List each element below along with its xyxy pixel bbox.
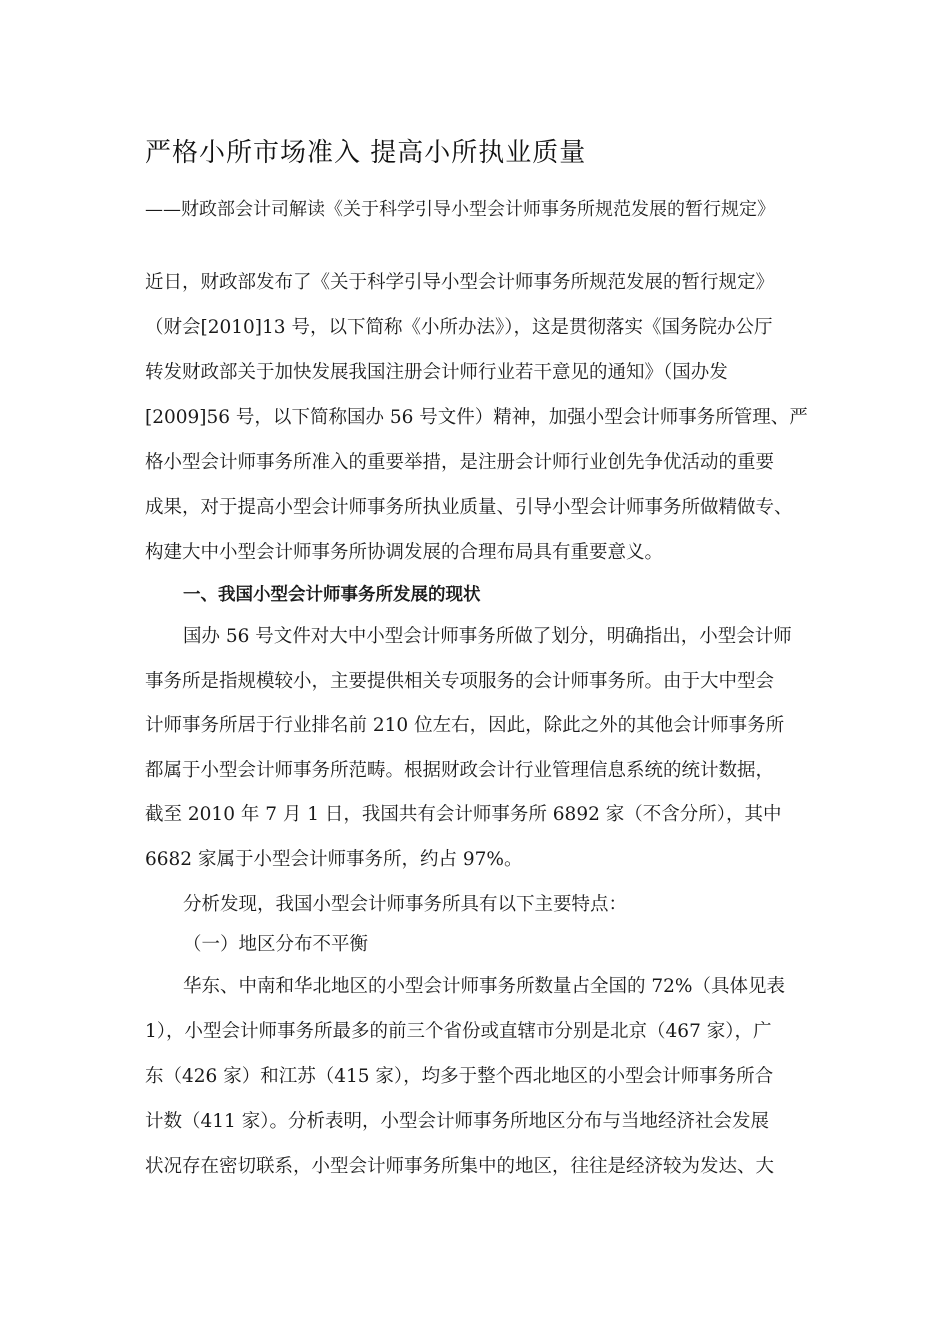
section-line: 6682 家属于小型会计师事务所，约占 97%。 (145, 849, 523, 870)
section-line: 国办 56 号文件对大中小型会计师事务所做了划分，明确指出，小型会计师 (183, 626, 792, 647)
document-subtitle: ——财政部会计司解读《关于科学引导小型会计师事务所规范发展的暂行规定》 (145, 199, 775, 220)
subsection-line: 东（426 家）和江苏（415 家），均多于整个西北地区的小型会计师事务所合 (145, 1066, 774, 1087)
section-line: 都属于小型会计师事务所范畴。根据财政会计行业管理信息系统的统计数据， (145, 760, 775, 781)
subsection-line: 计数（411 家）。分析表明，小型会计师事务所地区分布与当地经济社会发展 (145, 1111, 769, 1132)
intro-line: 转发财政部关于加快发展我国注册会计师行业若干意见的通知》（国办发 (145, 362, 728, 383)
section-heading: 一、我国小型会计师事务所发展的现状 (183, 585, 481, 605)
section-line: 截至 2010 年 7 月 1 日，我国共有会计师事务所 6892 家（不含分所），其中 (145, 804, 782, 825)
subheading: （一）地区分布不平衡 (183, 934, 369, 955)
intro-line: 构建大中小型会计师事务所协调发展的合理布局具有重要意义。 (145, 542, 664, 563)
intro-line: 格小型会计师事务所准入的重要举措，是注册会计师行业创先争优活动的重要 (145, 452, 775, 473)
document-title: 严格小所市场准入 提高小所执业质量 (145, 138, 587, 168)
intro-line: （财会[2010]13 号，以下简称《小所办法》），这是贯彻落实《国务院办公厅 (145, 317, 773, 338)
subsection-line: 华东、中南和华北地区的小型会计师事务所数量占全国的 72%（具体见表 (183, 976, 786, 997)
subsection-line: 状况存在密切联系，小型会计师事务所集中的地区，往往是经济较为发达、大 (145, 1156, 775, 1177)
intro-line: 近日，财政部发布了《关于科学引导小型会计师事务所规范发展的暂行规定》 (145, 272, 775, 293)
intro-line: [2009]56 号，以下简称国办 56 号文件）精神，加强小型会计师事务所管理、严 (145, 407, 808, 428)
analysis-line: 分析发现，我国小型会计师事务所具有以下主要特点： (183, 894, 628, 915)
section-line: 计师事务所居于行业排名前 210 位左右，因此，除此之外的其他会计师事务所 (145, 715, 785, 736)
section-line: 事务所是指规模较小，主要提供相关专项服务的会计师事务所。由于大中型会 (145, 671, 775, 692)
subsection-line: 1），小型会计师事务所最多的前三个省份或直辖市分别是北京（467 家），广 (145, 1021, 772, 1042)
intro-line: 成果，对于提高小型会计师事务所执业质量、引导小型会计师事务所做精做专、 (145, 497, 793, 518)
